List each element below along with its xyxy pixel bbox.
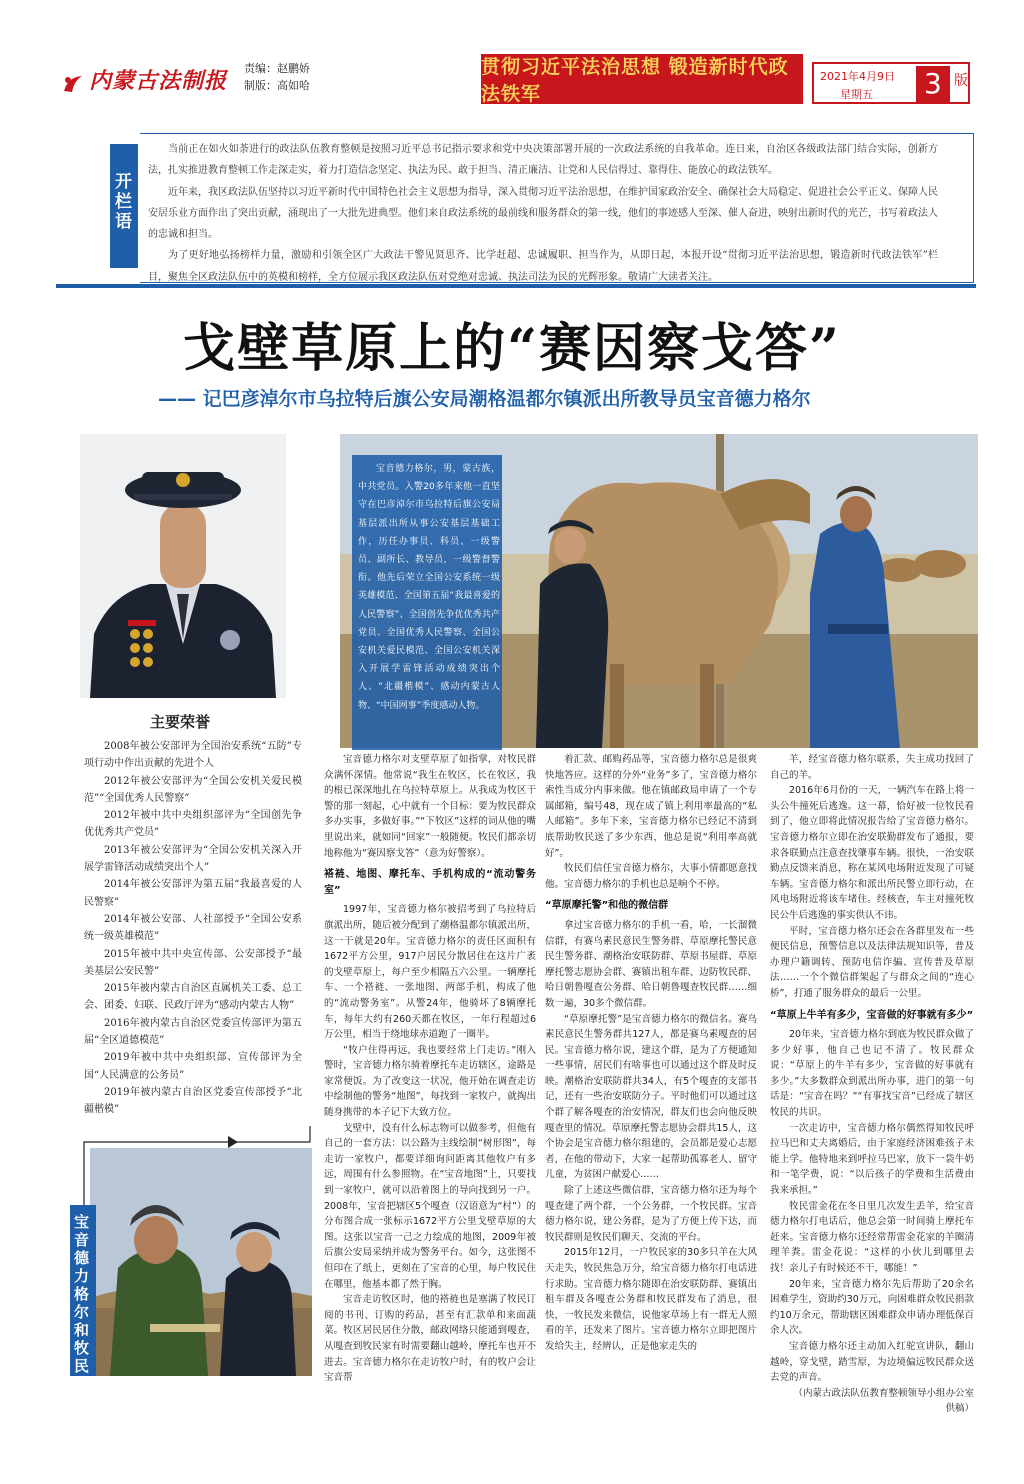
intro-text: 宝音德力格尔，男，蒙古族，中共党员。入警20多年来他一直坚守在巴彦淖尔市乌拉特后旗公安局基层派出所从事公安基层基础工作，历任办事员、科员、一级警员、副所长、教导员，一级警督警衔。他先后荣立全国公安系统一级英雄模范、全国第五届“我最喜爱的人民警察”、全国创先争优优秀共产党员、全国优秀人民警察、全国公安机关爱民模范、全国公安机关深入开展学雷锋活动成绩突出个人、“北疆楷模”、感动内蒙古人物、“中国网事”季度感动人物。 (358, 464, 500, 711)
section-heading: “草原摩托警”和他的微信群 (545, 900, 669, 912)
section-heading: “草原上牛羊有多少，宝音做的好事就有多少” (770, 1009, 974, 1021)
credits (244, 60, 310, 94)
honors-list (84, 738, 302, 1119)
body-column-3 (770, 752, 974, 1417)
page-unit: 版 (954, 73, 968, 89)
body-paragraph: 20年来，宝音德力格尔到底为牧民群众做了多少好事，他自己也记不清了。牧民群众说：“草原上的牛羊有多少，宝音做的好事就有多少。”大多数群众到派出所办事，进门的第一句话是：“宝音在吗？”“有事找宝音”已经成了辖区牧民的共识。 (770, 1029, 974, 1119)
body-paragraph: 宝音走访牧区时，他的褡裢也是塞满了牧民订阅的书刊、订购的药品，甚至有汇款单和来面蔬菜。牧区居民居住分散，邮政网络只能通到嘎查，从嘎查到牧民家有时需要翻山越岭，摩托车也开不进去。宝音德力格尔在走访牧户时，有的牧户会让宝音帮 (324, 1294, 536, 1384)
body-paragraph: 2016年6月份的一天，一辆汽车在路上将一头公牛撞死后逃逸。这一幕，恰好被一位牧民看到了，他立即将此情况报告给了宝音德力格尔。宝音德力格尔立即在治安联勤群发布了通报，要求各联勤点注意查找肇事车辆。很快，一治安联勤点反馈来消息，称在某风电场附近发现了可疑车辆。宝音德力格尔和派出所民警立即行动，在风电场附近将该车堵住。经核查，车主对撞死牧民公牛后逃逸的事实供认不讳。 (770, 785, 974, 921)
body-paragraph: “草原摩托警”是宝音德力格尔的微信名。赛乌素民意民生警务群共127人，都是赛乌素嘎查的居民。宝音德力格尔说，建这个群，是为了方便通知一些事情，居民们有啥事也可以通过这个群及时反映。潮格治安联防群共34人，有5个嘎查的支部书记，还有一些治安联防分子。平时他们可以通过这个群了解各嘎查的治安情况，群友们也会向他反映嘎查里的情况。草原摩托警志愿协会群共15人，这个协会是宝音德力格尔组建的，会员都是爱心志愿者，在他的带动下，大家一起帮助孤寡老人、留守儿童，为贫困户献爱心…… (545, 1013, 757, 1181)
masthead-title: 内蒙古法制报 (89, 68, 228, 94)
body-paragraph: 牧民雷金花在冬日里几次发生丢羊，给宝音德力格尔打电话后，他总会第一时间骑上摩托车赶来。宝音德力格尔还经常帮雷金花家的羊圈清理羊粪。雷金花说：“这样的小伙儿到哪里去找！亲儿子有时候还不干，哪能！” (770, 1200, 974, 1274)
body-paragraph: 宝音德力格尔还主动加入红驼宣讲队，翻山越岭，穿戈壁，踏雪原，为边境偏远牧民群众送去党的声音。 (770, 1340, 974, 1384)
foreword-paragraph: 当前正在如火如荼进行的政法队伍教育整顿是按照习近平总书记指示要求和党中央决策部署开展的一次政法系统的自我革命。连日来，自治区各级政法部门结合实际，创新方法，扎实推进教育整顿工作走深走实，着力打造信念坚定、执法为民、敢于担当、清正廉洁、让党和人民信得过、靠得住、能放心的政法铁军。 (148, 144, 938, 177)
slogan-text: 贯彻习近平法治思想 锻造新时代政法铁军 (481, 56, 789, 105)
body-paragraph: 戈壁中，没有什么标志物可以做参考，但他有自己的一套方法：以公路为主线绘制“树形图”，每走访一家牧户，都要详细询问距离其他牧户有多远，周围有什么参照物。在“宝音地图”上，只要找到一家牧户，就可以沿着图上的导向找到另一户。2008年，宝音把辖区5个嘎查（汉语意为“村”）的分布图合成一张标示1672平方公里戈壁草原的大图。这张以宝音一己之力绘成的地图，2009年被后旗公安局采纳并成为警务平台。如今，这张图不但印在了纸上，更刻在了宝音的心里，每户牧民住在哪里，他基本都了然于胸。 (324, 1122, 536, 1290)
body-paragraph: 着汇款、邮购药品等，宝音德力格尔总是很爽快地答应。这样的分外“业务”多了，宝音德力格尔索性当成分内事来做。他在镇邮政局申请了一个专属邮箱，编号48，现在成了镇上利用率最高的“私人邮箱”。多年下来，宝音德力格尔已经记不清到底帮助牧民送了多少东西，他总是说“利用率高就好”。 (545, 754, 757, 859)
honor-item: 2012年被中共中央组织部评为“全国创先争优优秀共产党员” (84, 810, 302, 839)
body-paragraph: 羊，经宝音德力格尔联系，失主成功找回了自己的羊。 (770, 754, 974, 781)
issue-weekday: 星期五 (840, 88, 873, 101)
foreword-label: 开栏语 (115, 172, 132, 232)
page-number: 3 (924, 67, 942, 100)
source-credit: （内蒙古政法队伍教育整顿领导小组办公室供稿） (793, 1387, 974, 1415)
portrait-photo (80, 434, 286, 698)
body-paragraph: 拿过宝音德力格尔的手机一看，哈，一长溜微信群，有赛乌素民意民生警务群、草原摩托警民意民生警务群、潮格治安联防群、草原书屋群、草原摩托警志愿协会群、赛镇出租车群、边防牧民群、哈日朝鲁嘎查公务群、哈日朝鲁嘎查牧民群……细数一遍，30多个微信群。 (545, 919, 757, 1009)
article-title: 戈壁草原上的“赛因察戈答” (183, 318, 841, 379)
honor-item: 2012年被公安部评为“全国公安机关爱民模范”“全国优秀人民警察” (84, 775, 302, 804)
foreword-label-box (110, 144, 138, 268)
body-paragraph: 一次走访中，宝音德力格尔偶然得知牧民呼拉马巴和丈夫离婚后，由于家庭经济困难孩子未能上学。他特地来到呼拉马巴家，放下一袋牛奶和一笔学费，说：“以后孩子的学费和生活费由我来承担。” (770, 1122, 974, 1197)
article-subtitle: —— 记巴彦淖尔市乌拉特后旗公安局潮格温都尔镇派出所教导员宝音德力格尔 (158, 388, 811, 410)
honor-item: 2008年被公安部评为全国治安系统“五防”专项行动中作出贡献的先进个人 (84, 741, 302, 770)
honor-item: 2013年被公安部评为“全国公安机关深入开展学雷锋活动成绩突出个人” (84, 844, 302, 874)
photo-caption-box (70, 1205, 96, 1429)
body-paragraph: 牧民们信任宝音德力格尔，大事小情都愿意找他。宝音德力格尔的手机也总是响个不停。 (545, 863, 757, 890)
honor-item: 2015年被内蒙古自治区直属机关工委、总工会、团委、妇联、民政厅评为“感动内蒙古人物” (84, 983, 302, 1012)
foreword-text (148, 139, 938, 288)
body-paragraph: 宝音德力格尔对支壁草原了如指掌，对牧民群众满怀深情。他常说“我生在牧区，长在牧区，我的根已深深地扎在乌拉特草原上。从我成为牧区干警的那一刻起，心中就有一个目标：要为牧民群众多办实事，多做好事。”“下牧区”这样的词从他的嘴里说出来，就如同“回家”一般随便。牧民们都亲切地称他为“赛因察戈答”（意为好警察）。 (324, 754, 536, 859)
body-column-2 (545, 752, 757, 1355)
honor-item: 2014年被公安部评为第五届“我最喜爱的人民警察” (84, 879, 302, 908)
honor-item: 2019年被中共中央组织部、宣传部评为全国“人民满意的公务员” (84, 1052, 302, 1081)
editor-credit: 责编：赵鹏娇 (244, 62, 310, 75)
herder-chat-photo (90, 1148, 312, 1376)
honors-heading: 主要荣誉 (150, 713, 211, 731)
newspaper-logo-icon (62, 73, 84, 95)
honor-item: 2015年被中共中央宣传部、公安部授予“最美基层公安民警” (84, 948, 302, 977)
section-heading: 褡裢、地图、摩托车、手机构成的“流动警务室” (324, 869, 536, 896)
foreword-paragraph: 为了更好地弘扬榜样力量，激励和引领全区广大政法干警见贤思齐、比学赶超、忠诚履职、担当作为，从即日起，本报开设“贯彻习近平法治思想，锻造新时代政法铁军”栏目，聚焦全区政法队伍中的英模和榜样，全方位展示我区政法队伍对党绝对忠诚、执法司法为民的光辉形象。敬请广大读者关注。 (148, 250, 938, 283)
honor-item: 2019年被内蒙古自治区党委宣传部授予“北疆楷模” (84, 1086, 302, 1116)
foreword-paragraph: 近年来，我区政法队伍坚持以习近平新时代中国特色社会主义思想为指导，深入贯彻习近平法治思想，在维护国家政治安全、确保社会大局稳定、促进社会公平正义、保障人民安居乐业方面作出了突出贡献，涌现出了一大批先进典型。他们来自政法系统的最前线和服务群众的第一线，他们的事迹感人至深、催人奋进，映射出新时代的光芒，书写着政法人的忠诚和担当。 (148, 186, 938, 241)
body-paragraph: 除了上述这些微信群，宝音德力格尔还为每个嘎查建了两个群，一个公务群，一个牧民群。宝音德力格尔说，建公务群，是为了方便上传下达，而牧民群则是牧民们聊天、交流的平台。 (545, 1185, 757, 1243)
photo-caption: 宝音德力格尔和牧民唠家常 (74, 1213, 90, 1429)
body-paragraph: “牧户住得再远，我也要经常上门走访。”刚入警时，宝音德力格尔骑着摩托车走访辖区，途路是家常便饭。为了改变这一状况，他开始在调查走访中绘制他的警务“地图”，每找到一家牧户，就掏出随身携带的本子记下大致方位。 (324, 1044, 536, 1119)
issue-date: 2021年4月9日 (820, 70, 895, 83)
date-box (812, 62, 970, 104)
body-paragraph: 20年来，宝音德力格尔先后帮助了20余名困难学生，资助约30万元，向困难群众牧民捐款约10万余元，帮助辖区困难群众申请办理低保百余人次。 (770, 1278, 974, 1337)
body-paragraph: 平时，宝音德力格尔还会在各群里发布一些便民信息，预警信息以及法律法规知识等，普及办理户籍调转、预防电信诈骗、宣传普及草原法……一个个微信群架起了与群众之间的“连心桥”，打通了服务群众的最后一公里。 (770, 925, 974, 999)
page-number-box (916, 66, 950, 102)
designer-credit: 制版：高如哈 (244, 79, 310, 92)
masthead (62, 64, 232, 98)
slogan-banner (481, 54, 803, 104)
section-divider (56, 284, 976, 288)
body-paragraph: 1997年，宝音德力格尔被招考到了乌拉特后旗派出所，随后被分配到了潮格温都尔镇派出所，这一干就是20年。宝音德力格尔的责任区面积有1672平方公里，917户居民分散居住在这片广袤的戈壁草原上，每户至少相隔五六公里。一辆摩托车、一个褡裢、一张地图、两部手机，构成了他的“流动警务室”。从警24年，他骑坏了8辆摩托车，每年大约有260天都在牧区，一年行程超过6万公里，相当于绕地球赤道跑了一圈半。 (324, 904, 536, 1041)
body-column-1 (324, 752, 536, 1386)
honor-item: 2016年被内蒙古自治区党委宣传部评为第五届“全区道德模范” (84, 1017, 302, 1047)
body-paragraph: 2015年12月，一户牧民家的30多只羊在大风天走失，牧民焦急万分，给宝音德力格尔打电话进行求助。宝音德力格尔随即在治安联防群、赛镇出租车群及各嘎查公务群和牧民群发布了消息，很快，一牧民发来微信，说他家草场上有一群无人照看的羊，还发来了图片。宝音德力格尔立即把图片发给失主，经辨认，正是他家走失的 (545, 1247, 757, 1352)
honor-item: 2014年被公安部、人社部授予“全国公安系统一级英雄模范” (84, 913, 302, 943)
